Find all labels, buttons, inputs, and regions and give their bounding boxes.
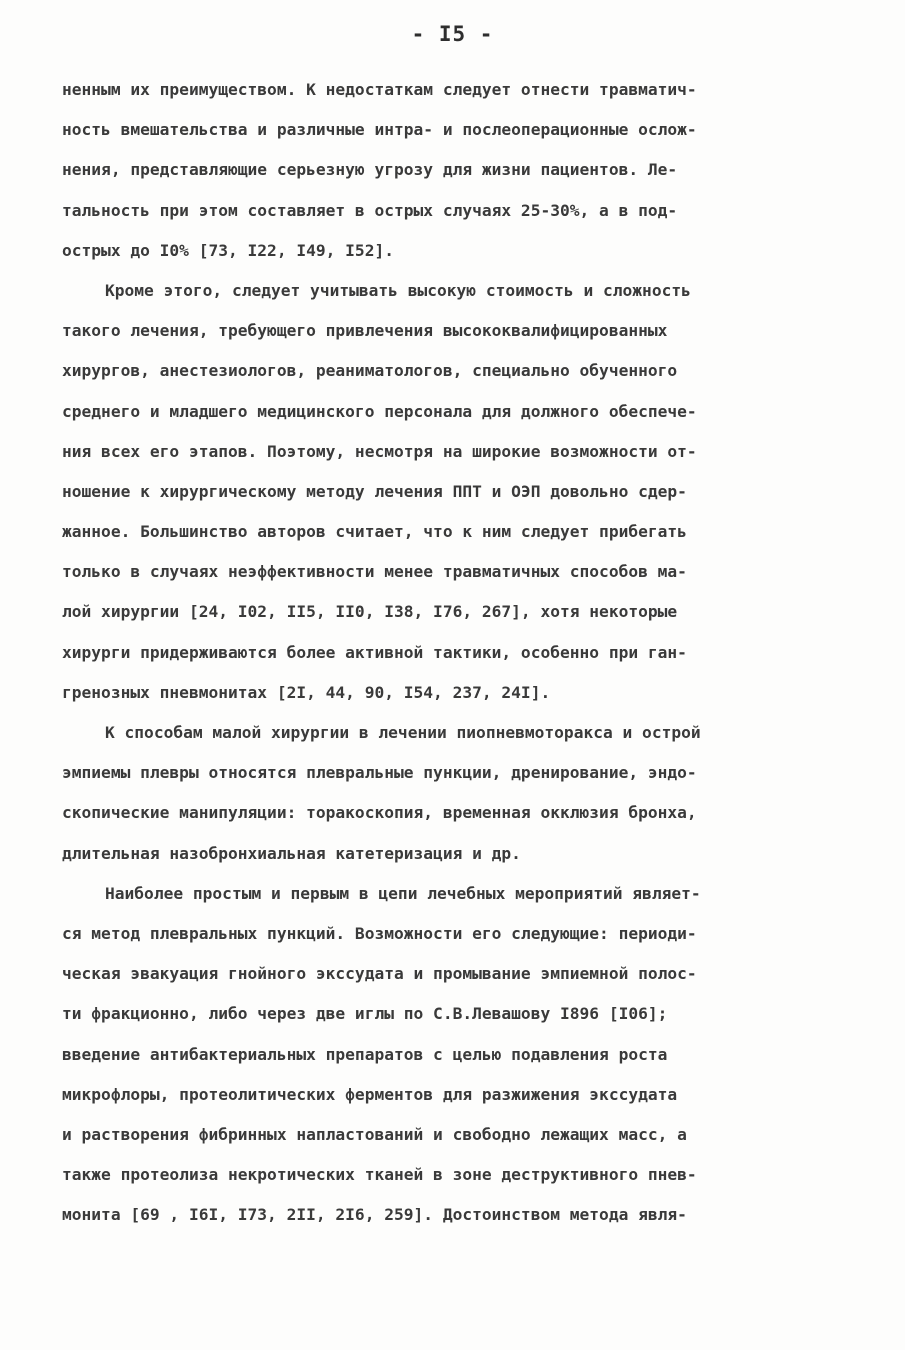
text-line: эмпиемы плевры относятся плевральные пункции, дренирование, эндо- — [62, 763, 697, 783]
text-line: хирургов, анестезиологов, реаниматологов, специально обученного — [62, 361, 678, 381]
text-line: нения, представляющие серьезную угрозу для жизни пациентов. Ле- — [62, 160, 678, 180]
text-line: ность вмешательства и различные интра- и послеоперационные ослож- — [62, 120, 697, 140]
paragraph — [62, 70, 862, 271]
text-line: Наиболее простым и первым в цепи лечебных мероприятий являет- — [105, 883, 701, 903]
text-line: также протеолиза некротических тканей в зоне деструктивного пнев- — [62, 1165, 697, 1185]
text-line: такого лечения, требующего привлечения высококвалифицированных — [62, 321, 668, 341]
page-number: - I5 - — [411, 22, 494, 46]
text-line: ти фракционно, либо через две иглы по С.В.Левашову I896 [I06]; — [62, 1004, 668, 1024]
paragraph — [62, 271, 862, 713]
text-line: ния всех его этапов. Поэтому, несмотря на широкие возможности от- — [62, 441, 697, 461]
text-line: жанное. Большинство авторов считает, что к ним следует прибегать — [62, 522, 687, 542]
text-line: только в случаях неэффективности менее травматичных способов ма- — [62, 562, 687, 582]
text-line: среднего и младшего медицинского персонала для должного обеспече- — [62, 401, 697, 421]
body-text — [62, 70, 862, 1235]
text-line: введение антибактериальных препаратов с целью подавления роста — [62, 1044, 668, 1064]
text-line: ненным их преимуществом. К недостаткам следует отнести травматич- — [62, 80, 697, 99]
text-line: Кроме этого, следует учитывать высокую стоимость и сложность — [105, 280, 691, 300]
text-line: длительная назобронхиальная катетеризация и др. — [62, 843, 521, 863]
text-line: тальность при этом составляет в острых случаях 25-30%, а в под- — [62, 200, 678, 220]
text-line: ся метод плевральных пункций. Возможности его следующие: периоди- — [62, 923, 697, 943]
text-line: монита [69 , I6I, I73, 2II, 2I6, 259]. Достоинством метода явля- — [62, 1205, 687, 1225]
text-line: микрофлоры, протеолитических ферментов для разжижения экссудата — [62, 1084, 678, 1104]
text-line: хирурги придерживаются более активной тактики, особенно при ган- — [62, 642, 687, 662]
text-line: гренозных пневмонитах [2I, 44, 90, I54, 237, 24I]. — [62, 682, 551, 702]
text-line: острых до I0% [73, I22, I49, I52]. — [62, 240, 394, 260]
text-line: и растворения фибринных напластований и свободно лежащих масс, а — [62, 1124, 687, 1144]
text-line: ношение к хирургическому методу лечения ППТ и ОЭП довольно сдер- — [62, 481, 687, 501]
paragraph — [62, 874, 862, 1236]
text-line: К способам малой хирургии в лечении пиопневмоторакса и острой — [105, 723, 701, 742]
text-line: ческая эвакуация гнойного экссудата и промывание эмпиемной полос- — [62, 964, 697, 984]
text-line: лой хирургии [24, I02, II5, II0, I38, I76, 267], хотя некоторые — [62, 602, 678, 622]
paragraph — [62, 713, 862, 874]
text-line: скопические манипуляции: торакоскопия, временная окклюзия бронха, — [62, 803, 697, 823]
